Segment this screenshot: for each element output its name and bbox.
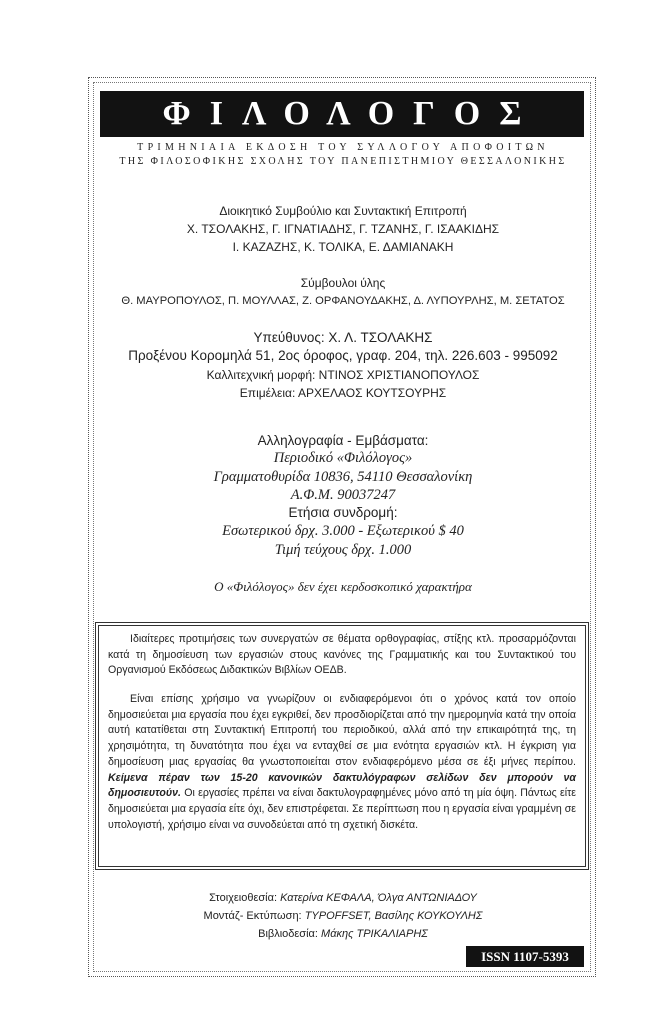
artistic-design: Καλλιτεχνική μορφή: ΝΤΙΝΟΣ ΧΡΙΣΤΙΑΝΟΠΟΥΛΟΣ bbox=[206, 368, 480, 382]
binding-value: Μάκης ΤΡΙΚΑΛΙΑΡΗΣ bbox=[321, 928, 428, 940]
advisors-heading: Σύμβουλοι ύλης bbox=[300, 276, 386, 290]
notice-text-a: Είναι επίσης χρήσιμο να γνωρίζουν οι ενδιαφερόμενοι ότι ο χρόνος κατά τον οποίο δημοσιεύεται μια εργασία που έχει εγκριθεί, δεν προσδιορίζεται από την ημερομηνία κατά την οποία αυτή κατατίθεται στη Συντακτική Επιτροπή του περιοδικού, αλλά από την επικαιρότητά της, τη χρησιμότητα, τη δυνατότητα που έχει να ενταχθεί σε μια ενότητα εργασιών κτλ. Η έγκριση για δημοσίευση μιας εργασίας θα γνωστοποιείται στον ενδιαφερόμενο μέσα σε έξι μήνες περίπου. bbox=[108, 693, 576, 768]
subscription-heading: Ετήσια συνδρομή: bbox=[288, 505, 398, 520]
printing-label: Μοντάζ- Εκτύπωση: bbox=[203, 910, 302, 922]
credit-typesetting bbox=[95, 891, 591, 905]
notice-bold-text: Κείμενα πέραν των 15-20 κανονικών δακτυλόγραφων σελίδων δεν μπορούν να δημοσιευτούν. bbox=[108, 771, 576, 800]
notice-text-b: Οι εργασίες πρέπει να είναι δακτυλογραφημένες μόνο από τη μία όψη. Πάντως είτε δημοσιεύεται μια εργασία είτε όχι, δεν επιστρέφεται. Σε περίπτωση που η εργασία είναι γραμμένη σε υπολογιστή, χρήσιμο είναι να συνοδεύεται από τη σχετική δισκέτα. bbox=[108, 787, 577, 831]
nonprofit-note: Ο «Φιλόλογος» δεν έχει κερδοσκοπικό χαρακτήρα bbox=[214, 579, 472, 594]
board-names-1: Χ. ΤΣΟΛΑΚΗΣ, Γ. ΙΓΝΑΤΙΑΔΗΣ, Γ. ΤΖΑΝΗΣ, Γ. ΙΣΑΑΚΙΔΗΣ bbox=[186, 222, 500, 236]
binding-label: Βιβλιοδεσία: bbox=[258, 928, 318, 940]
credit-printing bbox=[95, 909, 591, 923]
credit-binding bbox=[95, 927, 591, 941]
editing: Επιμέλεια: ΑΡΧΕΛΑΟΣ ΚΟΥΤΣΟΥΡΗΣ bbox=[239, 386, 447, 400]
notice-paragraph-1: Ιδιαίτερες προτιμήσεις των συνεργατών σε θέματα ορθογραφίας, στίξης κτλ. προσαρμόζονται κατά τη δημοσίευση των εργασιών στους κανόνες της Γραμματικής και του Συντακτικού του Οργανισμού Εκδόσεως Διδακτικών Βιβλίων ΟΕΔΒ. bbox=[108, 633, 576, 677]
responsible-address: Προξένου Κορομηλά 51, 2ος όροφος, γραφ. 204, τηλ. 226.603 - 995092 bbox=[128, 348, 558, 363]
issn-badge: ISSN 1107-5393 bbox=[466, 946, 584, 967]
board-heading: Διοικητικό Συμβούλιο και Συντακτική Επιτροπή bbox=[219, 204, 467, 218]
masthead-banner bbox=[100, 91, 584, 137]
notice-paragraph-2 bbox=[108, 692, 576, 833]
correspondence-name: Περιοδικό «Φιλόλογος» bbox=[273, 450, 413, 466]
printing-value: TYPOFFSET, Βασίλης ΚΟΥΚΟΥΛΗΣ bbox=[304, 910, 483, 922]
subscription-prices: Εσωτερικού δρχ. 3.000 - Εξωτερικού $ 40 bbox=[222, 523, 464, 539]
tax-number: Α.Φ.Μ. 90037247 bbox=[290, 487, 396, 503]
advisors-names: Θ. ΜΑΥΡΟΠΟΥΛΟΣ, Π. ΜΟΥΛΛΑΣ, Ζ. ΟΡΦΑΝΟΥΔΑΚΗΣ, Δ. ΛΥΠΟΥΡΛΗΣ, Μ. ΣΕΤΑΤΟΣ bbox=[121, 295, 565, 307]
subtitle-line-1: ΤΡΙΜΗΝΙΑΙΑ ΕΚΔΟΣΗ ΤΟΥ ΣΥΛΛΟΓΟΥ ΑΠΟΦΟΙΤΩΝ bbox=[137, 142, 549, 153]
issue-price: Τιμή τεύχους δρχ. 1.000 bbox=[274, 542, 412, 558]
typesetting-label: Στοιχειοθεσία: bbox=[209, 892, 278, 904]
board-names-2: Ι. ΚΑΖΑΖΗΣ, Κ. ΤΟΛΙΚΑ, Ε. ΔΑΜΙΑΝΑΚΗ bbox=[232, 240, 454, 254]
correspondence-pobox: Γραμματοθυρίδα 10836, 54110 Θεσσαλονίκη bbox=[213, 469, 473, 485]
subtitle-line-2: ΤΗΣ ΦΙΛΟΣΟΦΙΚΗΣ ΣΧΟΛΗΣ ΤΟΥ ΠΑΝΕΠΙΣΤΗΜΙΟΥ ΘΕΣΣΑΛΟΝΙΚΗΣ bbox=[119, 156, 567, 167]
responsible-line-1: Υπεύθυνος: Χ. Λ. ΤΣΟΛΑΚΗΣ bbox=[253, 330, 433, 345]
typesetting-value: Κατερίνα ΚΕΦΑΛΑ, Όλγα ΑΝΤΩΝΙΑΔΟΥ bbox=[280, 892, 477, 904]
correspondence-heading: Αλληλογραφία - Εμβάσματα: bbox=[257, 433, 429, 448]
masthead-title: ΦΙΛΟΛΟΓΟΣ bbox=[162, 95, 541, 132]
